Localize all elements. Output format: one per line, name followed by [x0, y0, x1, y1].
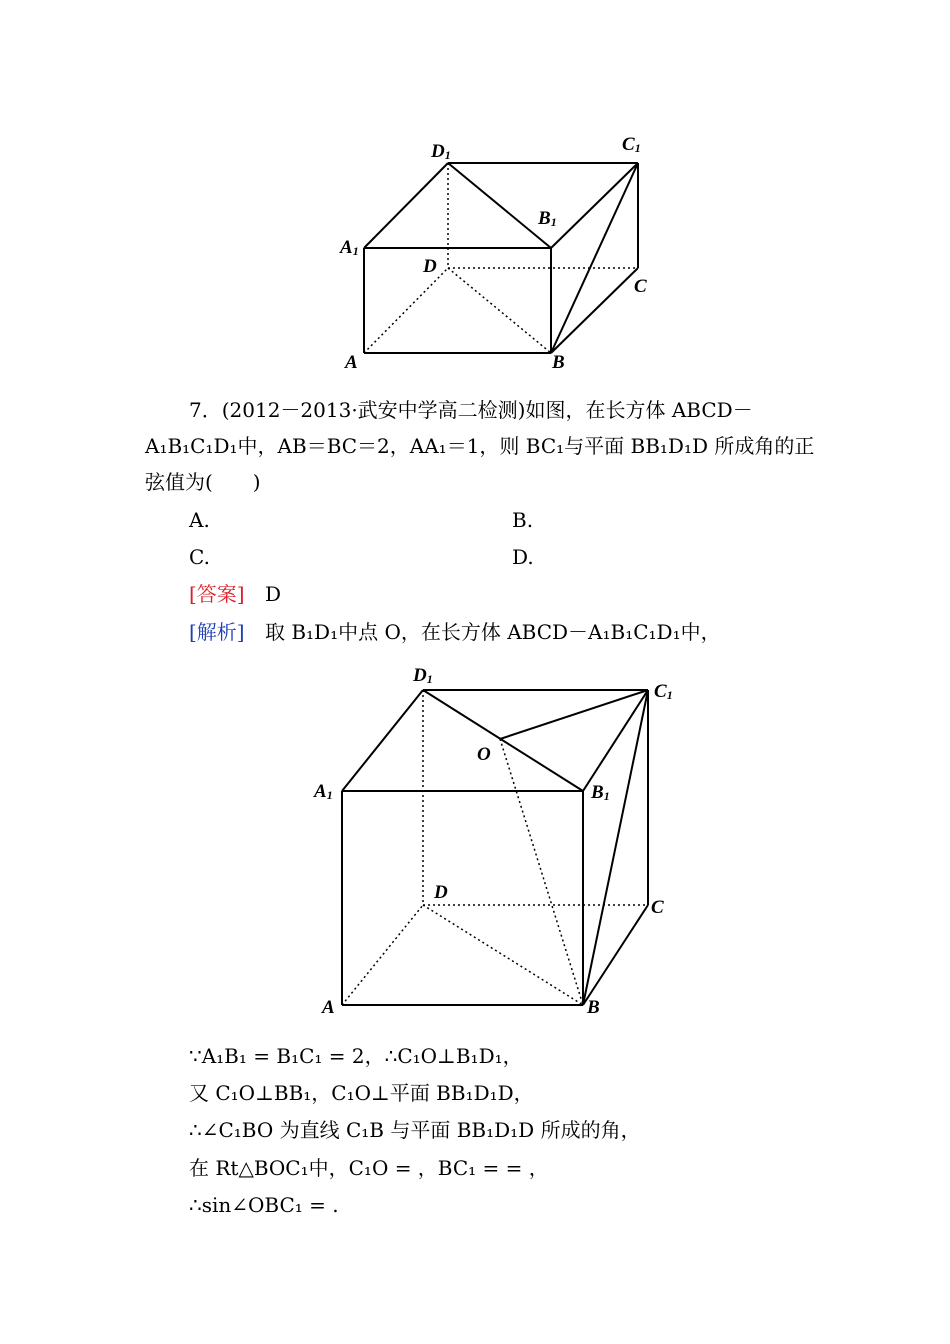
label2-B1: B1 [591, 782, 610, 803]
label2-C1: C1 [654, 681, 673, 702]
label2-A: A [322, 997, 335, 1018]
proof-line-2: 又 C₁O⊥BB₁，C₁O⊥平面 BB₁D₁D， [189, 1081, 534, 1105]
proof-line-5: ∴sin∠OBC₁ = . [189, 1193, 339, 1217]
analysis-tag: [解析] [189, 620, 245, 644]
label-A: A [345, 352, 358, 373]
analysis-text: 取 B₁D₁中点 O，在长方体 ABCD－A₁B₁C₁D₁中， [264, 620, 721, 644]
hidden2-D-B [423, 905, 583, 1005]
label-D1: D1 [431, 141, 451, 162]
edge2-B-C1 [583, 690, 648, 1005]
label2-C: C [651, 897, 664, 918]
question-line-2: A₁B₁C₁D₁中，AB＝BC＝2，AA₁＝1，则 BC₁与平面 BB₁D₁D 所成角的正 [145, 434, 815, 458]
option-d: D. [512, 545, 534, 569]
question-line-1: 7．(2012－2013·武安中学高二检测)如图，在长方体 ABCD－ [189, 398, 753, 422]
proof-line-1: ∵A₁B₁ = B₁C₁ = 2，∴C₁O⊥B₁D₁， [189, 1044, 523, 1068]
option-b: B. [512, 508, 534, 532]
label-B: B [552, 352, 565, 373]
option-c: C. [189, 545, 210, 569]
label2-A1: A1 [314, 781, 333, 802]
proof-line-4: 在 Rt△BOC₁中，C₁O = ，BC₁ = = ， [189, 1156, 549, 1180]
edge2-D1-B1 [423, 690, 583, 791]
label2-O: O [477, 744, 491, 765]
label-C1: C1 [622, 134, 641, 155]
question-line-3: 弦值为( ) [145, 470, 261, 494]
proof-line-3: ∴∠C₁BO 为直线 C₁B 与平面 BB₁D₁D 所成的角， [189, 1118, 641, 1142]
label2-D1: D1 [413, 665, 433, 686]
option-a: A. [189, 508, 210, 532]
label-D: D [423, 256, 437, 277]
hidden2-O-B [500, 739, 583, 1005]
label-A1: A1 [340, 237, 359, 258]
edge2-O-C1 [500, 690, 648, 739]
label2-D: D [434, 882, 448, 903]
label2-B: B [587, 997, 600, 1018]
edge2-A1-D1 [342, 690, 423, 791]
hidden2-A-D [342, 905, 423, 1005]
answer-tag: [答案] [189, 582, 245, 606]
answer-value: D [264, 582, 282, 606]
label-C: C [634, 276, 647, 297]
label-B1: B1 [538, 208, 557, 229]
